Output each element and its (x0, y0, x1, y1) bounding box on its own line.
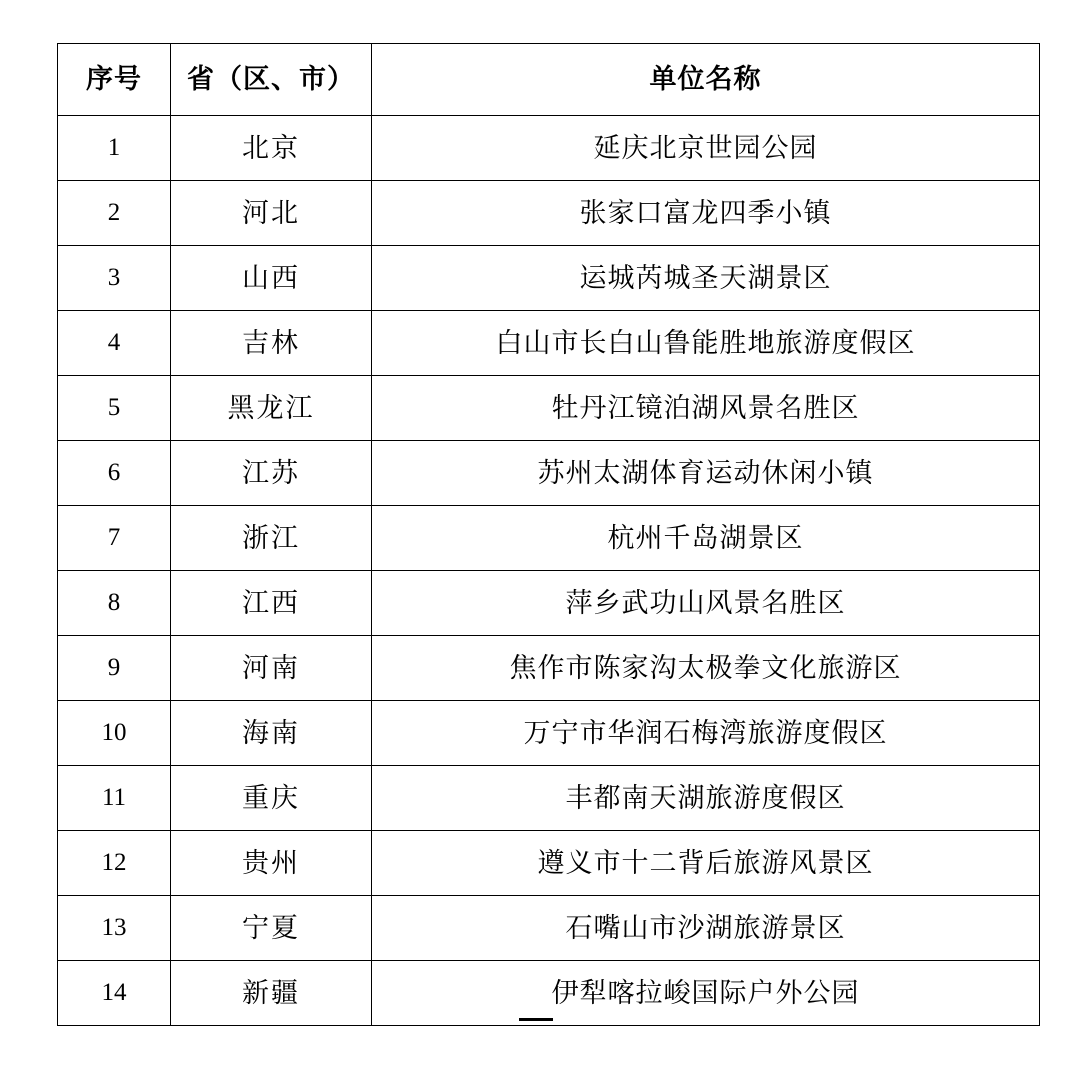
cell-index: 13 (58, 896, 171, 961)
cell-name: 焦作市陈家沟太极拳文化旅游区 (372, 636, 1040, 701)
cell-name: 伊犁喀拉峻国际户外公园 (372, 961, 1040, 1026)
cell-province: 河南 (171, 636, 372, 701)
cell-province: 黑龙江 (171, 376, 372, 441)
table-row (58, 831, 1040, 896)
table-row (58, 376, 1040, 441)
listing-table (57, 43, 1040, 1026)
cell-index: 4 (58, 311, 171, 376)
cell-province: 宁夏 (171, 896, 372, 961)
cell-name: 万宁市华润石梅湾旅游度假区 (372, 701, 1040, 766)
cell-index: 2 (58, 181, 171, 246)
table-row (58, 636, 1040, 701)
cell-index: 1 (58, 116, 171, 181)
cell-index: 6 (58, 441, 171, 506)
cell-index: 11 (58, 766, 171, 831)
cell-name: 杭州千岛湖景区 (372, 506, 1040, 571)
cell-name: 张家口富龙四季小镇 (372, 181, 1040, 246)
column-header-province: 省（区、市） (171, 44, 372, 116)
cell-index: 8 (58, 571, 171, 636)
cell-index: 10 (58, 701, 171, 766)
cell-name: 遵义市十二背后旅游风景区 (372, 831, 1040, 896)
table-row (58, 961, 1040, 1026)
cell-name: 苏州太湖体育运动休闲小镇 (372, 441, 1040, 506)
cell-name: 白山市长白山鲁能胜地旅游度假区 (372, 311, 1040, 376)
cell-name: 丰都南天湖旅游度假区 (372, 766, 1040, 831)
cell-name: 运城芮城圣天湖景区 (372, 246, 1040, 311)
table-row (58, 571, 1040, 636)
page-bottom-mark (519, 1018, 553, 1021)
cell-index: 14 (58, 961, 171, 1026)
cell-province: 新疆 (171, 961, 372, 1026)
cell-name: 延庆北京世园公园 (372, 116, 1040, 181)
table-body (58, 116, 1040, 1026)
listing-table-container (57, 43, 1039, 1026)
cell-province: 海南 (171, 701, 372, 766)
table-row (58, 116, 1040, 181)
table-row (58, 701, 1040, 766)
cell-province: 浙江 (171, 506, 372, 571)
cell-name: 牡丹江镜泊湖风景名胜区 (372, 376, 1040, 441)
cell-index: 7 (58, 506, 171, 571)
cell-index: 9 (58, 636, 171, 701)
table-header-row (58, 44, 1040, 116)
table-row (58, 506, 1040, 571)
table-row (58, 246, 1040, 311)
cell-index: 3 (58, 246, 171, 311)
column-header-name: 单位名称 (372, 44, 1040, 116)
table-row (58, 896, 1040, 961)
cell-index: 5 (58, 376, 171, 441)
table-row (58, 311, 1040, 376)
table-row (58, 766, 1040, 831)
cell-province: 北京 (171, 116, 372, 181)
cell-province: 贵州 (171, 831, 372, 896)
cell-province: 江苏 (171, 441, 372, 506)
cell-name: 萍乡武功山风景名胜区 (372, 571, 1040, 636)
cell-province: 江西 (171, 571, 372, 636)
cell-province: 山西 (171, 246, 372, 311)
cell-province: 河北 (171, 181, 372, 246)
column-header-index: 序号 (58, 44, 171, 116)
table-row (58, 441, 1040, 506)
table-row (58, 181, 1040, 246)
cell-province: 吉林 (171, 311, 372, 376)
cell-name: 石嘴山市沙湖旅游景区 (372, 896, 1040, 961)
cell-province: 重庆 (171, 766, 372, 831)
table-header (58, 44, 1040, 116)
cell-index: 12 (58, 831, 171, 896)
